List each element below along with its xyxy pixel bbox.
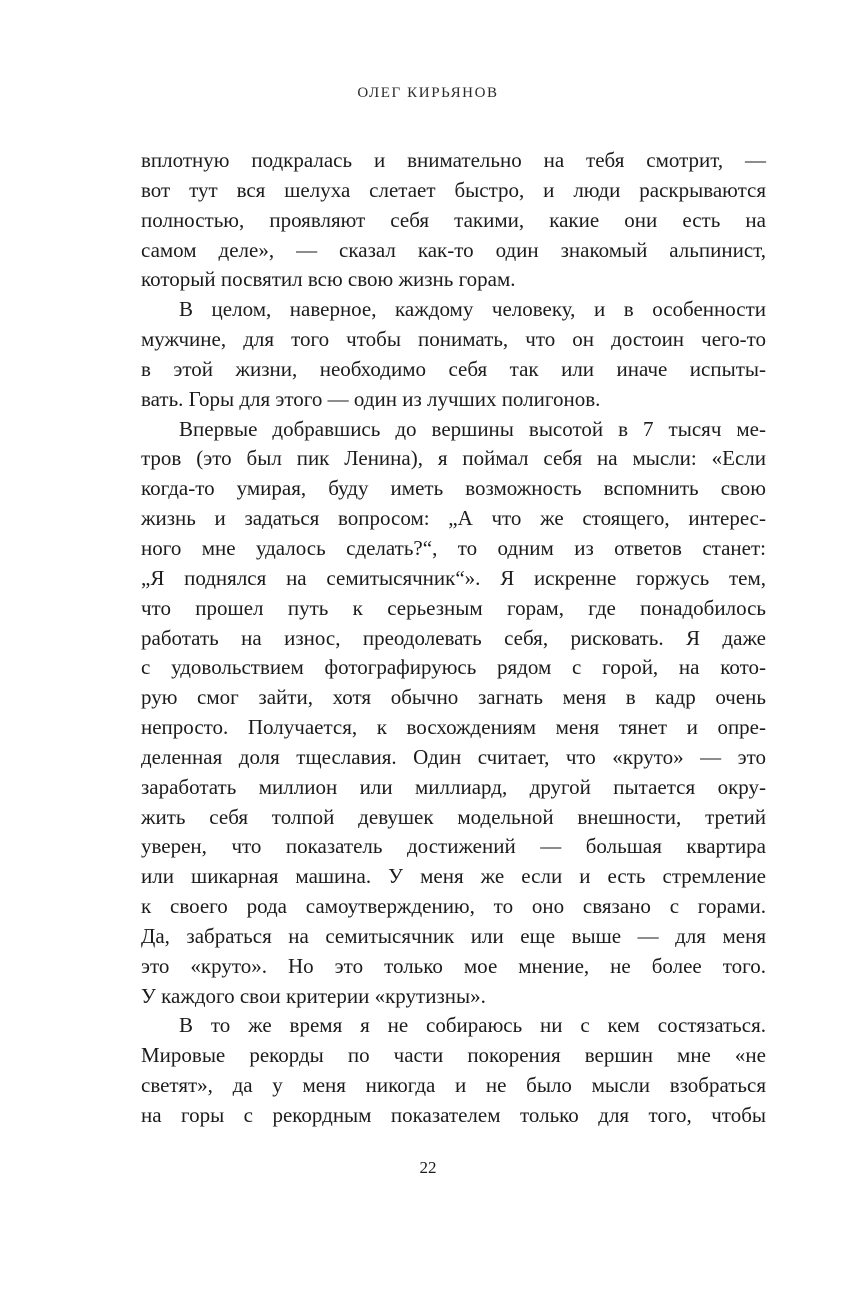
text-line: жизнь и задаться вопросом: „А что же стоящего, интерес-: [141, 506, 766, 531]
text-line: У каждого свои критерии «крутизны».: [141, 983, 486, 1008]
text-line: В целом, наверное, каждому человеку, и в особенности: [179, 297, 766, 322]
text-line: ного мне удалось сделать?“, то одним из ответов станет:: [141, 535, 766, 560]
text-line: на горы с рекордным показателем только для того, чтобы: [141, 1103, 766, 1127]
text-line: вот тут вся шелуха слетает быстро, и люди раскрываются: [141, 177, 766, 202]
text-line: заработать миллион или миллиард, другой пытается окру-: [141, 774, 766, 799]
text-line: мужчине, для того чтобы понимать, что он достоин чего-то: [141, 327, 766, 352]
text-line: к своего рода самоутверждению, то оно связано с горами.: [141, 894, 766, 919]
text-line: полностью, проявляют себя такими, какие они есть на: [141, 207, 766, 232]
running-header: ОЛЕГ КИРЬЯНОВ: [357, 85, 499, 101]
text-line: жить себя толпой девушек модельной внешности, третий: [141, 804, 766, 829]
text-line: или шикарная машина. У меня же если и есть стремление: [141, 864, 766, 889]
text-line: Мировые рекорды по части покорения вершин мне «не: [141, 1043, 766, 1068]
text-line: уверен, что показатель достижений — большая квартира: [141, 834, 766, 859]
text-line: В то же время я не собираюсь ни с кем состязаться.: [179, 1013, 766, 1038]
text-line: светят», да у меня никогда и не было мысли взобраться: [141, 1073, 766, 1098]
text-line: рую смог зайти, хотя обычно загнать меня в кадр очень: [141, 685, 766, 710]
text-line: Впервые добравшись до вершины высотой в 7 тысяч ме-: [179, 416, 766, 441]
text-block: [141, 146, 766, 1131]
page-number: 22: [419, 1158, 437, 1177]
text-line: что прошел путь к серьезным горам, где понадобилось: [141, 595, 766, 620]
text-line: в этой жизни, необходимо себя так или иначе испыты-: [141, 356, 766, 381]
text-line: работать на износ, преодолевать себя, рисковать. Я даже: [141, 625, 766, 650]
text-line: самом деле», — сказал как-то один знакомый альпинист,: [141, 237, 766, 262]
text-line: вать. Горы для этого — один из лучших полигонов.: [141, 386, 601, 411]
text-line: когда-то умирая, буду иметь возможность вспомнить свою: [141, 476, 766, 501]
text-line: вплотную подкралась и внимательно на тебя смотрит, —: [141, 148, 766, 172]
text-line: непросто. Получается, к восхождениям меня тянет и опре-: [141, 715, 766, 740]
text-line: „Я поднялся на семитысячник“». Я искренне горжусь тем,: [141, 565, 766, 590]
text-line: тров (это был пик Ленина), я поймал себя на мысли: «Если: [141, 446, 766, 471]
text-line: это «круто». Но это только мое мнение, не более того.: [141, 953, 766, 978]
text-line: Да, забраться на семитысячник или еще выше — для меня: [141, 923, 766, 948]
text-line: который посвятил всю свою жизнь горам.: [141, 267, 516, 292]
text-line: с удовольствием фотографируюсь рядом с горой, на кото-: [141, 655, 766, 680]
text-line: деленная доля тщеславия. Один считает, что «круто» — это: [141, 744, 766, 769]
